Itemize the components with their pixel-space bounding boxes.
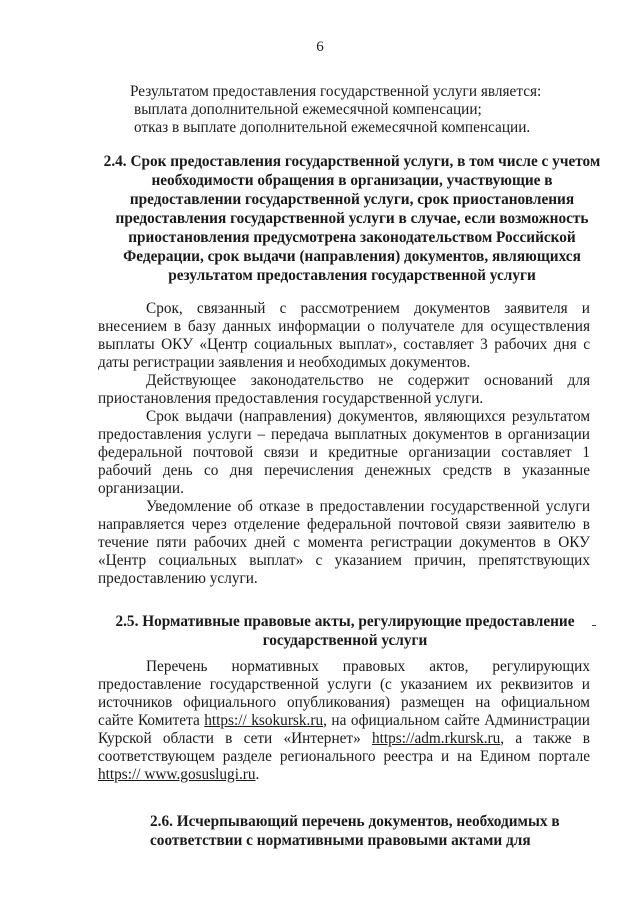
result-intro (130, 83, 610, 137)
administration-site-link[interactable]: https://adm.rkursk.ru (371, 730, 501, 747)
section-2-6-heading: 2.6. Исчерпывающий перечень документов, необходимых в соответствии с нормативными правовыми актами для (150, 813, 560, 849)
paragraph: Срок, связанный с рассмотрением документов заявителя и внесением в базу данных информации о получателе для осуществления выплаты ОКУ «Центр социальных выплат», составляет 3 рабочих дня с даты регистрации заявления и необходимых документов. (98, 300, 590, 371)
section-2-5-heading: 2.5. Нормативные правовые акты, регулирующие предоставление государственной услуги (115, 613, 575, 649)
paragraph: Действующее законодательство не содержит оснований для приостановления предоставления государственной услуги. (98, 372, 590, 407)
intro-line: выплата дополнительной ежемесячной компенсации; (134, 101, 482, 118)
paragraph-text: , на официальном сайте Администрации Курской области в сети «Интернет» (98, 712, 590, 747)
gosuslugi-portal-link[interactable]: https:// www.gosuslugi.ru (98, 766, 256, 783)
scan-mark (592, 625, 596, 626)
paragraph: Срок выдачи (направления) документов, являющихся результатом предоставления услуги – передача выплатных документов в организации федеральной почтовой связи и кредитные организации составляет 1 рабочий день со дня перечисления денежных средств в указанные организации. (98, 408, 590, 497)
intro-line: отказ в выплате дополнительной ежемесячной компенсации. (134, 119, 531, 136)
intro-line: Результатом предоставления государственной услуги является: (130, 83, 542, 100)
page-number: 6 (316, 39, 324, 55)
committee-site-link[interactable]: https:// ksokursk.ru (204, 712, 324, 729)
section-2-5-body (98, 658, 590, 784)
section-2-4-heading: 2.4. Срок предоставления государственной услуги, в том числе с учетом необходимости обращения в организации, участвующие в предоставлении государственной услуги, срок приостановления предоставления государственной услуги в случае, если возможность приостановления предусмотрена законодательством Российской Федерации, срок выдачи (направления) документов, являющихся результатом предоставления государственной услуги (103, 153, 601, 284)
paragraph-text: , а также в соответствующем разделе регионального реестра и на Едином портале (98, 730, 590, 765)
paragraph-text: Перечень нормативных правовых актов, регулирующих предоставление государственной услуги (с указанием их реквизитов и источников официального опубликования) размещен на официальном сайте Комитета (98, 658, 590, 729)
paragraph-text: . (255, 766, 260, 783)
section-2-4-body (98, 300, 590, 588)
paragraph: Уведомление об отказе в предоставлении государственной услуги направляется через отделение федеральной почтовой связи заявителю в течение пяти рабочих дней с момента регистрации документов в ОКУ «Центр социальных выплат» с указанием причин, препятствующих предоставлению услуги. (98, 498, 590, 587)
paragraph (98, 658, 590, 784)
